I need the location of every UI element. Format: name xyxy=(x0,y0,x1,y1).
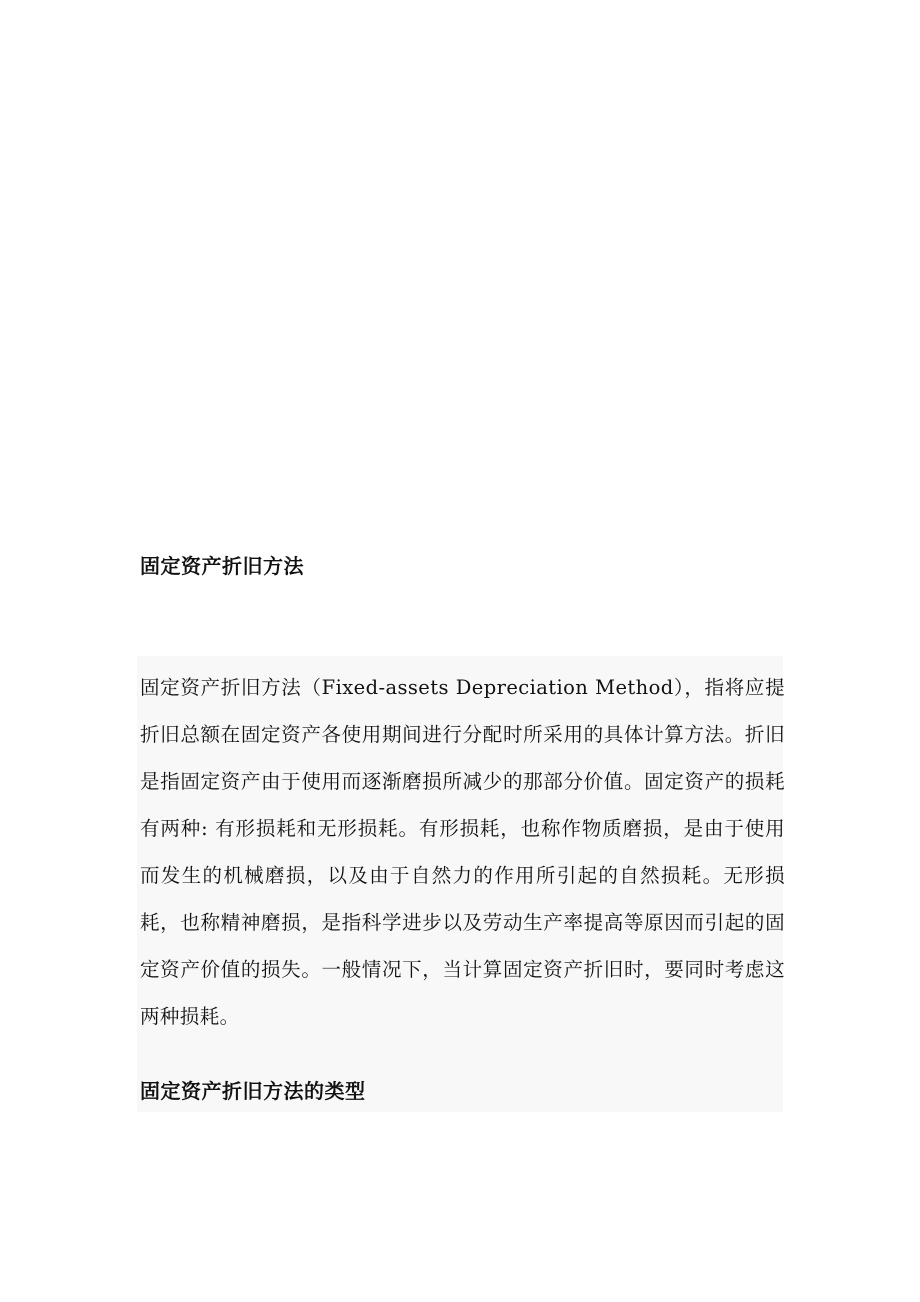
intro-paragraph: 固定资产折旧方法（Fixed-assets Depreciation Method），指将应提折旧总额在固定资产各使用期间进行分配时所采用的具体计算方法。折旧是指固定资产由于使用而逐渐磨损所减少的那部分价值。固定资产的损耗有两种: 有形损耗和无形损耗。有形损耗，也称作物质磨损，是由于使用而发生的机械磨损，以及由于自然力的作用所引起的自然损耗。无形损耗，也称精神磨损，是指科学进步以及劳动生产率提高等原因而引起的固定资产价值的损失。一般情况下，当计算固定资产折旧时，要同时考虑这两种损耗。 xyxy=(140,676,785,1028)
section-heading: 固定资产折旧方法的类型 xyxy=(140,1079,366,1103)
document-title: 固定资产折旧方法 xyxy=(140,554,304,578)
